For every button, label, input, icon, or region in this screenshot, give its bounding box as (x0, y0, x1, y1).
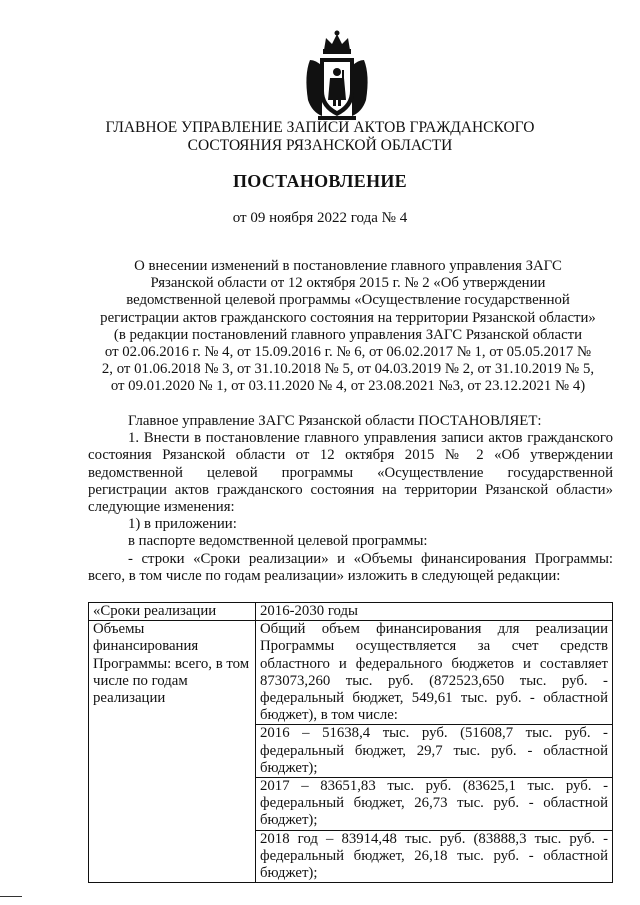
financing-year: 2017 – 83651,83 тыс. руб. (83625,1 тыс. руб. - федеральный бюджет, 26,73 тыс. руб. - областной бюджет); (256, 777, 612, 830)
resolution-subitem: в паспорте ведомственной целевой программы: (128, 533, 428, 550)
subject-line: 2, от 01.06.2018 № 3, от 31.10.2018 № 5, от 04.03.2019 № 2, от 31.10.2019 № 5, (101, 361, 595, 378)
page-corner-mark (0, 896, 22, 897)
table-cell-label: «Сроки реализации (89, 603, 256, 621)
subject-line: регистрации актов гражданского состояния на территории Рязанской области» (100, 309, 596, 326)
org-line-1: ГЛАВНОЕ УПРАВЛЕНИЕ ЗАПИСИ АКТОВ ГРАЖДАНСКОГО (105, 119, 535, 136)
table-cell-value: 2016-2030 годы (256, 603, 613, 621)
subject-line: (в редакции постановлений главного управления ЗАГС Рязанской области (113, 326, 583, 343)
table-row (89, 603, 613, 621)
subject-line: Рязанской области от 12 октября 2015 г. № 2 «Об утверждении (150, 275, 546, 292)
resolution-item-1: 1. Внести в постановление главного управления записи актов гражданского состояния Рязанской области от 12 октября 2015 № 2 «Об утверждении ведомственной целевой программы «Осуществление государственной регистрации актов гражданского состояния на территории Рязанской области» следующие изменения: (88, 430, 613, 516)
subject-line: от 02.06.2016 г. № 4, от 15.09.2016 г. № 6, от 06.02.2017 № 1, от 05.05.2017 № (104, 344, 592, 361)
ryazan-coat-of-arms-icon (302, 30, 372, 122)
program-passport-table (88, 602, 613, 883)
document-date: от 09 ноября 2022 года № 4 (232, 210, 408, 226)
subject-line: от 09.01.2020 № 1, от 03.11.2020 № 4, от 23.08.2021 №3, от 23.12.2021 № 4) (110, 378, 586, 395)
org-line-2: СОСТОЯНИЯ РЯЗАНСКОЙ ОБЛАСТИ (187, 137, 453, 154)
resolution-body (88, 413, 613, 585)
table-row (89, 621, 613, 883)
organization-name (0, 119, 640, 155)
resolution-intro: Главное управление ЗАГС Рязанской области ПОСТАНОВЛЯЕТ: (128, 413, 542, 429)
financing-year: 2016 – 51638,4 тыс. руб. (51608,7 тыс. руб. - федеральный бюджет, 29,7 тыс. руб. - областной бюджет); (256, 724, 612, 777)
financing-cell (256, 621, 613, 883)
subject-block (88, 258, 608, 396)
document-type: ПОСТАНОВЛЕНИЕ (233, 171, 407, 191)
financing-total: Общий объем финансирования для реализации Программы осуществляется за счет средств областного и федерального бюджетов и составляет 873073,260 тыс. руб. (872523,650 тыс. руб. - федеральный бюджет, 549,61 тыс. руб. - областной бюджет), в том числе: (260, 621, 608, 724)
resolution-subitem: - строки «Сроки реализации» и «Объемы финансирования Программы: всего, в том числе по годам реализации» изложить в следующей редакции: (88, 550, 613, 584)
subject-line: ведомственной целевой программы «Осуществление государственной (126, 292, 570, 309)
subject-line: О внесении изменений в постановление главного управления ЗАГС (134, 258, 562, 274)
financing-year: 2018 год – 83914,48 тыс. руб. (83888,3 тыс. руб. - федеральный бюджет, 26,18 тыс. руб. - областной бюджет); (256, 830, 612, 883)
resolution-subitem: 1) в приложении: (128, 516, 237, 533)
table-cell-label: Объемы финансирования Программы: всего, в том числе по годам реализации (89, 621, 256, 883)
